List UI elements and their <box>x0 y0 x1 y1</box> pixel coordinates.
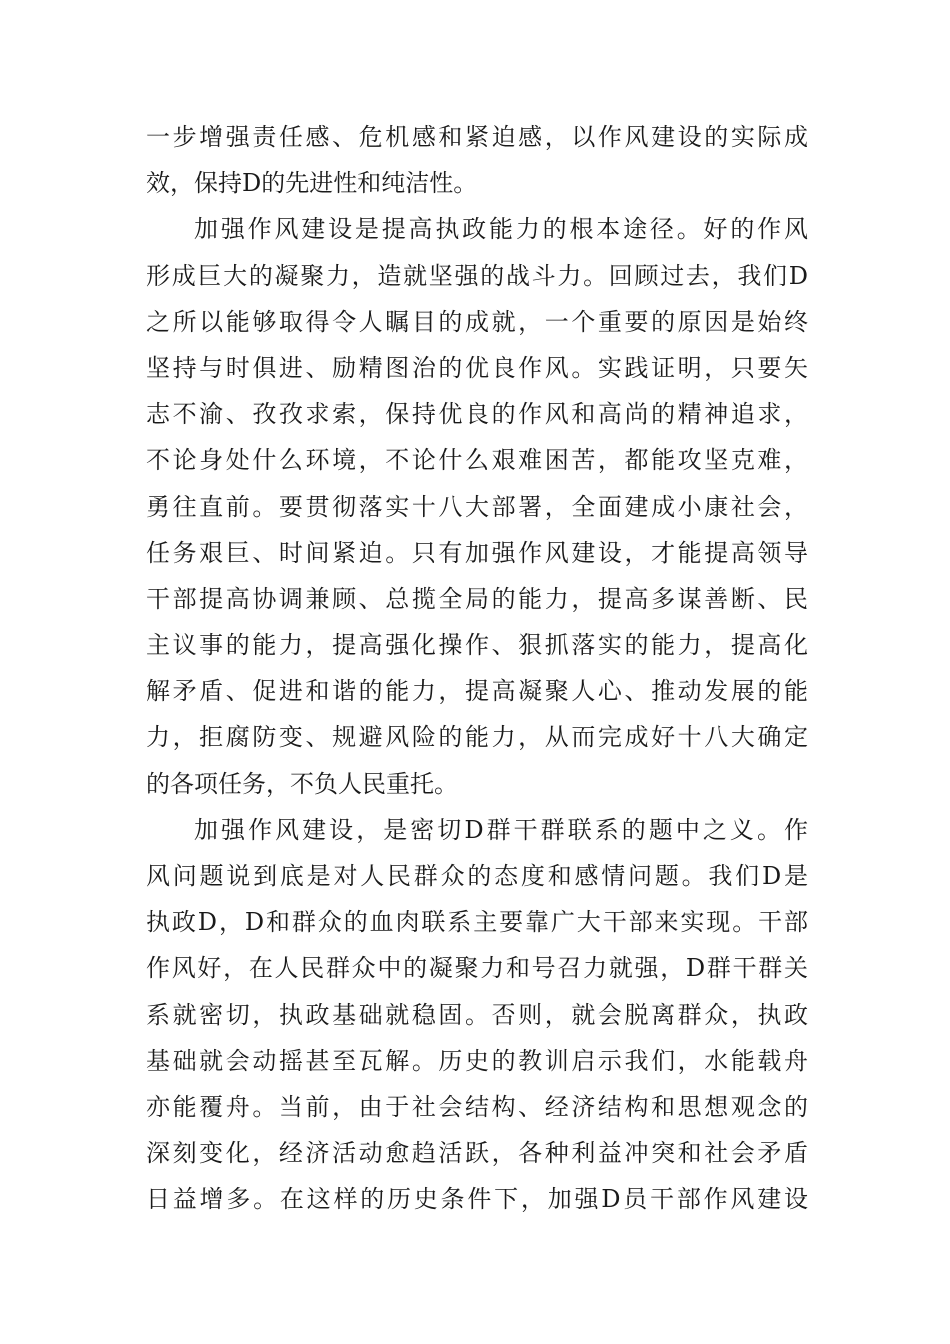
text-line-23: 深刻变化，经济活动愈趋活跃，各种利益冲突和社会矛盾 <box>146 1139 808 1168</box>
text-line-11: 干部提高协调兼顾、总揽全局的能力，提高多谋善断、民 <box>146 584 808 613</box>
text-line-12: 主议事的能力，提高强化操作、狠抓落实的能力，提高化 <box>146 631 808 660</box>
text-line-10: 任务艰巨、时间紧迫。只有加强作风建设，才能提高领导 <box>146 538 808 567</box>
text-line-2: 效，保持D的先进性和纯洁性。 <box>146 169 478 198</box>
text-line-16: 加强作风建设，是密切D群干群联系的题中之义。作 <box>194 815 808 844</box>
text-line-5: 之所以能够取得令人瞩目的成就，一个重要的原因是始终 <box>146 307 808 336</box>
text-line-15: 的各项任务，不负人民重托。 <box>146 769 458 798</box>
text-line-9: 勇往直前。要贯彻落实十八大部署，全面建成小康社会， <box>146 492 808 521</box>
text-line-14: 力，拒腐防变、规避风险的能力，从而完成好十八大确定 <box>146 723 808 752</box>
text-line-6: 坚持与时俱进、励精图治的优良作风。实践证明，只要矢 <box>146 353 808 382</box>
text-line-7: 志不渝、孜孜求索，保持优良的作风和高尚的精神追求， <box>146 400 808 429</box>
text-line-8: 不论身处什么环境，不论什么艰难困苦，都能攻坚克难， <box>146 446 808 475</box>
text-line-20: 系就密切，执政基础就稳固。否则，就会脱离群众，执政 <box>146 1000 808 1029</box>
body-text <box>146 114 808 1223</box>
text-line-21: 基础就会动摇甚至瓦解。历史的教训启示我们，水能载舟 <box>146 1046 808 1075</box>
text-line-18: 执政D，D和群众的血肉联系主要靠广大干部来实现。干部 <box>146 908 808 937</box>
text-line-1: 一步增强责任感、危机感和紧迫感，以作风建设的实际成 <box>146 123 808 151</box>
text-line-24: 日益增多。在这样的历史条件下，加强D员干部作风建设 <box>146 1185 808 1214</box>
text-line-3: 加强作风建设是提高执政能力的根本途径。好的作风 <box>194 215 808 244</box>
text-line-17: 风问题说到底是对人民群众的态度和感情问题。我们D是 <box>146 862 808 890</box>
text-line-22: 亦能覆舟。当前，由于社会结构、经济结构和思想观念的 <box>146 1092 808 1121</box>
text-line-13: 解矛盾、促进和谐的能力，提高凝聚人心、推动发展的能 <box>146 677 808 706</box>
text-line-4: 形成巨大的凝聚力，造就坚强的战斗力。回顾过去，我们D <box>146 261 808 290</box>
text-line-19: 作风好，在人民群众中的凝聚力和号召力就强，D群干群关 <box>146 954 808 983</box>
